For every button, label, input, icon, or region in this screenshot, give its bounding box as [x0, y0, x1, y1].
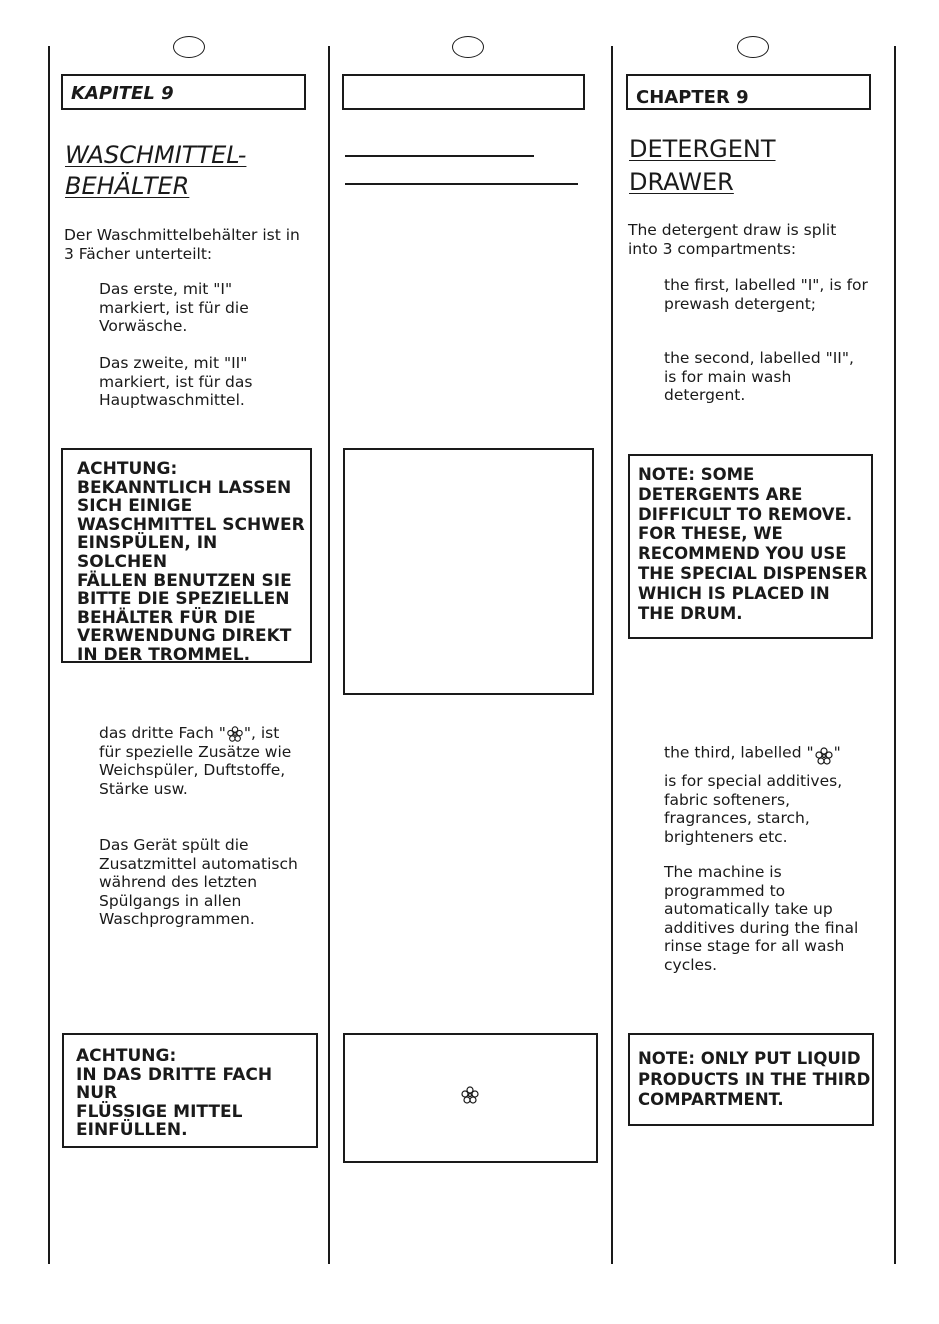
warning-box-left-2: [62, 1033, 318, 1148]
warning-text-left-2: ACHTUNG: IN DAS DRITTE FACH NUR FLÜSSIGE MITTEL EINFÜLLEN.: [76, 1046, 273, 1141]
section-title-left-line2: BEHÄLTER: [65, 172, 190, 200]
item4-text-right: The machine is programmed to automatically take up additives during the final rinse stage for all wash cycles.: [664, 863, 859, 974]
blank-box-middle-2: [343, 1033, 598, 1163]
item1-text-right: the first, labelled "I", is for prewash detergent;: [664, 276, 868, 313]
item1-text-left: Das erste, mit "I" markiert, ist für die Vorwäsche.: [99, 280, 249, 335]
section-title-left-line1: WASCHMITTEL-: [65, 141, 247, 169]
language-circle-right-icon: [737, 36, 769, 58]
item3-pre-left: das dritte Fach ": [99, 724, 226, 742]
column-rule-far-right: [894, 46, 896, 1264]
warning-box-left: [61, 448, 312, 663]
language-circle-left-icon: [173, 36, 205, 58]
note-box-right-2: [628, 1033, 874, 1126]
title-rule-middle-1: [345, 155, 534, 157]
item2-text-left: Das zweite, mit "II" markiert, ist für das Hauptwaschmittel.: [99, 354, 253, 409]
item4-text-left: Das Gerät spült die Zusatzmittel automatisch während des letzten Spülgangs in allen Waschprogrammen.: [99, 836, 298, 928]
flower-icon: [460, 1085, 480, 1105]
title-rule-middle-2: [345, 183, 578, 185]
column-rule-middle: [328, 46, 330, 1264]
chapter-heading-left: [61, 74, 306, 110]
note-box-right: [628, 454, 873, 639]
note-text-right-2: NOTE: ONLY PUT LIQUID PRODUCTS IN THE THIRD COMPARTMENT.: [638, 1049, 871, 1109]
chapter-label-right: CHAPTER 9: [636, 87, 749, 108]
blank-box-middle: [343, 448, 594, 695]
item3-rest-right: is for special additives, fabric softeners, fragrances, starch, brighteners etc.: [664, 772, 843, 846]
chapter-label-left: KAPITEL 9: [71, 83, 174, 104]
item2-text-right: the second, labelled "II", is for main wash detergent.: [664, 349, 854, 404]
flower-icon: [226, 725, 244, 743]
item3-pre-right: the third, labelled ": [664, 743, 814, 762]
intro-text-left: Der Waschmittelbehälter ist in 3 Fächer unterteilt:: [64, 226, 300, 263]
language-circle-middle-icon: [452, 36, 484, 58]
flower-icon: [814, 746, 834, 766]
intro-text-right: The detergent draw is split into 3 compartments:: [628, 221, 837, 258]
chapter-heading-middle: [342, 74, 585, 110]
item3-post-left: ", ist: [243, 724, 280, 742]
column-rule-left: [48, 46, 50, 1264]
warning-text-left: ACHTUNG: BEKANNTLICH LASSEN SICH EINIGE WASCHMITTEL SCHWER EINSPÜLEN, IN SOLCHEN FÄLLEN BENUTZEN SIE BITTE DIE SPEZIELLEN BEHÄLTER FÜR DIE VERWENDUNG DIREKT IN DER TROMMEL.: [77, 459, 305, 665]
item3-post-right: ": [833, 743, 841, 762]
item3-rest-left: für spezielle Zusätze wie Weichspüler, Duftstoffe, Stärke usw.: [99, 742, 292, 798]
item3-text-left: [99, 724, 291, 798]
column-rule-right: [611, 46, 613, 1264]
section-title-right-line2: DRAWER: [629, 168, 734, 196]
section-title-right-line1: DETERGENT: [629, 135, 776, 163]
chapter-heading-right: [626, 74, 871, 110]
note-text-right: NOTE: SOME DETERGENTS ARE DIFFICULT TO REMOVE. FOR THESE, WE RECOMMEND YOU USE THE SPECIAL DISPENSER WHICH IS PLACED IN THE DRUM.: [638, 465, 868, 623]
item3-line-right: [664, 740, 841, 766]
